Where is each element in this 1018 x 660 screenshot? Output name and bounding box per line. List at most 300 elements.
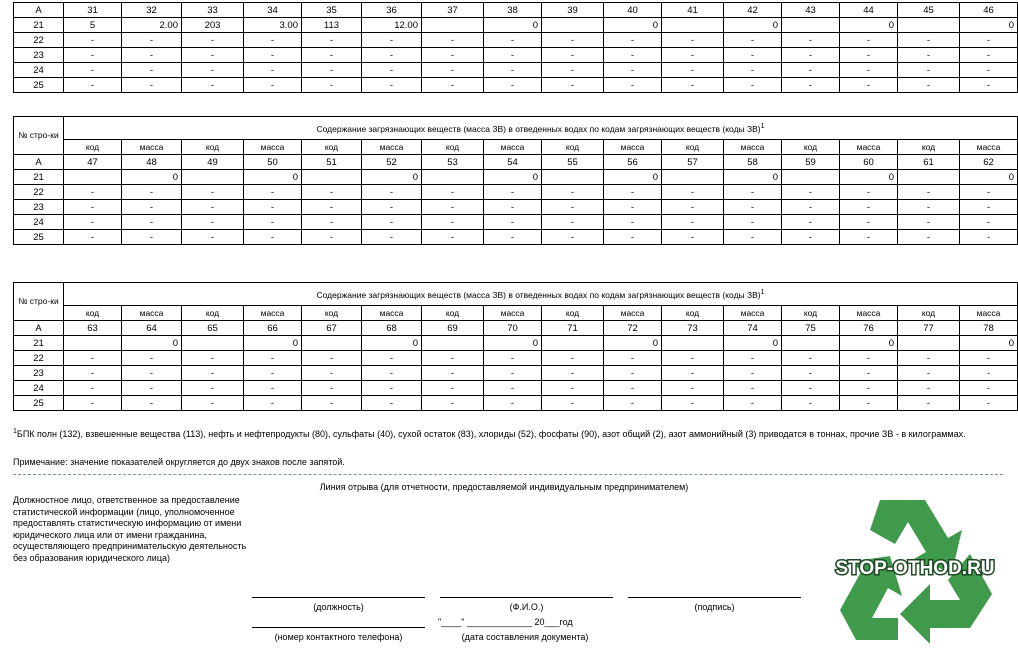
table-cell: -: [898, 215, 960, 230]
column-number: 62: [960, 155, 1018, 170]
table-cell: -: [898, 78, 960, 93]
table-cell: -: [960, 351, 1018, 366]
table-cell: 0: [484, 18, 542, 33]
code-column-header: код: [898, 306, 960, 321]
table-cell: 2.00: [122, 18, 182, 33]
table-cell: -: [122, 78, 182, 93]
table-cell: -: [182, 48, 244, 63]
table-row: [14, 230, 1018, 245]
column-number: 76: [840, 321, 898, 336]
table-cell: -: [422, 215, 484, 230]
table-cell: -: [422, 230, 484, 245]
table-cell: -: [302, 200, 362, 215]
mass-column-header: масса: [960, 306, 1018, 321]
mass-column-header: масса: [362, 306, 422, 321]
table-cell: -: [484, 230, 542, 245]
table-cell: -: [64, 48, 122, 63]
table-cell: -: [604, 381, 662, 396]
row-number: 22: [14, 351, 64, 366]
position-label: (должность): [313, 602, 364, 612]
column-number: 75: [782, 321, 840, 336]
row-number: 24: [14, 381, 64, 396]
date-field[interactable]: "____" _____________ 20___год: [438, 617, 573, 627]
table-cell: -: [840, 230, 898, 245]
table-cell: -: [724, 366, 782, 381]
table-row: [14, 336, 1018, 351]
table-cell: -: [302, 351, 362, 366]
table-row: [14, 366, 1018, 381]
table-cell: [782, 18, 840, 33]
table-cell: -: [840, 185, 898, 200]
table-row: [14, 170, 1018, 185]
table-cell: -: [724, 396, 782, 411]
table-cell: -: [840, 78, 898, 93]
table-row: [14, 63, 1018, 78]
table-cell: [302, 170, 362, 185]
table-cell: -: [362, 33, 422, 48]
table-cell: -: [64, 351, 122, 366]
footnote-mark: 1: [13, 428, 17, 435]
column-number: 67: [302, 321, 362, 336]
table-cell: [782, 336, 840, 351]
mass-column-header: масса: [724, 140, 782, 155]
table-cell: -: [840, 48, 898, 63]
table-cell: [182, 336, 244, 351]
table-cell: -: [960, 396, 1018, 411]
table-cell: -: [898, 63, 960, 78]
table-cell: -: [484, 33, 542, 48]
phone-line[interactable]: [252, 627, 425, 628]
table-cell: -: [782, 351, 840, 366]
date-label: (дата составления документа): [461, 632, 589, 642]
table-title: [64, 283, 1018, 306]
table-cell: -: [422, 63, 484, 78]
table-title: [64, 117, 1018, 140]
table-cell: -: [724, 63, 782, 78]
table-cell: -: [64, 33, 122, 48]
table-cell: -: [302, 63, 362, 78]
column-number: 58: [724, 155, 782, 170]
table-cell: 0: [362, 336, 422, 351]
table-cell: -: [960, 185, 1018, 200]
row-number: 24: [14, 215, 64, 230]
table-cell: [898, 18, 960, 33]
table-row: [14, 200, 1018, 215]
column-number: 42: [724, 3, 782, 18]
table-cell: -: [542, 33, 604, 48]
code-column-header: код: [898, 140, 960, 155]
table-cell: -: [542, 351, 604, 366]
table-cell: -: [422, 381, 484, 396]
table-cell: -: [362, 381, 422, 396]
footnote: [13, 425, 1003, 441]
table-cell: -: [484, 351, 542, 366]
table-row: [14, 396, 1018, 411]
table-cell: 0: [244, 336, 302, 351]
table-cell: -: [422, 396, 484, 411]
table-cell: -: [182, 185, 244, 200]
signature-label: (подпись): [694, 602, 735, 612]
table-cell: -: [960, 48, 1018, 63]
row-a-label: А: [14, 321, 64, 336]
pollutant-table-2: [13, 116, 1018, 245]
table-cell: -: [724, 230, 782, 245]
column-number: 44: [840, 3, 898, 18]
column-number: 54: [484, 155, 542, 170]
table-cell: -: [302, 48, 362, 63]
row-number: 22: [14, 185, 64, 200]
code-column-header: код: [64, 140, 122, 155]
column-number: 63: [64, 321, 122, 336]
table-cell: -: [484, 48, 542, 63]
table-cell: -: [782, 48, 840, 63]
table-cell: -: [422, 200, 484, 215]
table-cell: 0: [724, 336, 782, 351]
table-cell: -: [122, 351, 182, 366]
table-cell: -: [782, 230, 840, 245]
row-number: 23: [14, 200, 64, 215]
table-title-footnote-mark: 1: [760, 123, 765, 131]
table-cell: -: [302, 396, 362, 411]
table-cell: -: [898, 230, 960, 245]
column-number: 38: [484, 3, 542, 18]
table-cell: -: [898, 200, 960, 215]
table-cell: -: [898, 396, 960, 411]
code-column-header: код: [302, 306, 362, 321]
table-cell: -: [840, 381, 898, 396]
table-cell: -: [122, 63, 182, 78]
table-title-footnote-mark: 1: [760, 289, 765, 297]
table-cell: -: [362, 396, 422, 411]
table-cell: -: [542, 230, 604, 245]
table-cell: -: [542, 381, 604, 396]
mass-column-header: масса: [244, 306, 302, 321]
table-cell: [64, 336, 122, 351]
table-cell: -: [782, 185, 840, 200]
column-number: 47: [64, 155, 122, 170]
table-cell: -: [182, 396, 244, 411]
table-cell: -: [122, 215, 182, 230]
table-cell: -: [182, 215, 244, 230]
table-cell: -: [604, 215, 662, 230]
table-cell: -: [542, 396, 604, 411]
table-cell: [302, 336, 362, 351]
table-cell: -: [302, 33, 362, 48]
code-column-header: код: [542, 306, 604, 321]
table-cell: -: [542, 63, 604, 78]
table-row: [14, 18, 1018, 33]
table-cell: -: [182, 351, 244, 366]
row-a-label: А: [14, 3, 64, 18]
table-cell: -: [960, 366, 1018, 381]
column-number: 68: [362, 321, 422, 336]
table-cell: -: [604, 63, 662, 78]
column-number: 70: [484, 321, 542, 336]
column-number: 49: [182, 155, 244, 170]
table-cell: -: [662, 200, 724, 215]
table-cell: 0: [724, 18, 782, 33]
table-cell: -: [122, 396, 182, 411]
mass-column-header: масса: [604, 306, 662, 321]
table-cell: -: [542, 366, 604, 381]
row-number: 25: [14, 396, 64, 411]
rounding-note: Примечание: значение показателей округляется до двух знаков после запятой.: [13, 457, 345, 467]
table-cell: -: [542, 48, 604, 63]
table-cell: -: [362, 366, 422, 381]
table-cell: -: [244, 185, 302, 200]
column-number: 72: [604, 321, 662, 336]
column-number: 40: [604, 3, 662, 18]
table-cell: -: [960, 381, 1018, 396]
table-cell: -: [604, 48, 662, 63]
column-number: 32: [122, 3, 182, 18]
table-cell: -: [662, 396, 724, 411]
table-cell: 3.00: [244, 18, 302, 33]
table-cell: [542, 18, 604, 33]
table-cell: -: [64, 215, 122, 230]
code-column-header: код: [182, 140, 244, 155]
column-number: 37: [422, 3, 484, 18]
table-cell: -: [484, 381, 542, 396]
column-number: 50: [244, 155, 302, 170]
table-cell: -: [724, 215, 782, 230]
table-cell: -: [662, 33, 724, 48]
table-cell: 0: [960, 18, 1018, 33]
column-number: 73: [662, 321, 724, 336]
table-cell: -: [898, 351, 960, 366]
table-cell: -: [782, 200, 840, 215]
table-cell: -: [782, 381, 840, 396]
table-cell: -: [182, 63, 244, 78]
table-cell: -: [122, 48, 182, 63]
table-cell: -: [782, 366, 840, 381]
table-cell: -: [122, 33, 182, 48]
table-cell: -: [244, 33, 302, 48]
table-cell: 0: [840, 18, 898, 33]
column-number: 61: [898, 155, 960, 170]
table-cell: -: [724, 48, 782, 63]
table-cell: -: [782, 63, 840, 78]
column-number: 64: [122, 321, 182, 336]
table-cell: -: [484, 215, 542, 230]
table-cell: -: [122, 185, 182, 200]
column-number: 52: [362, 155, 422, 170]
table-cell: -: [960, 200, 1018, 215]
table-cell: -: [244, 230, 302, 245]
table-cell: 113: [302, 18, 362, 33]
table-cell: [782, 170, 840, 185]
table-cell: -: [362, 351, 422, 366]
table-cell: -: [840, 33, 898, 48]
name-label: (Ф.И.О.): [509, 602, 544, 612]
table-cell: -: [662, 185, 724, 200]
column-number: 57: [662, 155, 724, 170]
table-cell: -: [64, 366, 122, 381]
table-cell: [542, 170, 604, 185]
table-cell: -: [244, 78, 302, 93]
row-number: 22: [14, 33, 64, 48]
table-cell: -: [64, 185, 122, 200]
table-cell: -: [724, 351, 782, 366]
mass-column-header: масса: [960, 140, 1018, 155]
table-cell: -: [362, 230, 422, 245]
table-cell: -: [302, 381, 362, 396]
table-cell: -: [302, 215, 362, 230]
table-cell: -: [542, 200, 604, 215]
table-cell: -: [362, 78, 422, 93]
table-cell: -: [64, 396, 122, 411]
column-number: 69: [422, 321, 484, 336]
row-number: 25: [14, 230, 64, 245]
mass-column-header: масса: [122, 140, 182, 155]
table-cell: -: [604, 351, 662, 366]
table-cell: -: [484, 200, 542, 215]
mass-column-header: масса: [244, 140, 302, 155]
table-cell: 0: [122, 336, 182, 351]
table-cell: -: [244, 200, 302, 215]
table-cell: 0: [724, 170, 782, 185]
table-cell: -: [782, 33, 840, 48]
table-cell: -: [782, 396, 840, 411]
table-cell: -: [724, 78, 782, 93]
code-column-header: код: [662, 140, 724, 155]
table-cell: -: [840, 200, 898, 215]
table-row: [14, 185, 1018, 200]
table-cell: [898, 336, 960, 351]
table-cell: -: [898, 185, 960, 200]
column-number: 66: [244, 321, 302, 336]
table-cell: -: [604, 33, 662, 48]
table-cell: [898, 170, 960, 185]
column-number: 78: [960, 321, 1018, 336]
table-cell: -: [960, 78, 1018, 93]
table-cell: -: [782, 215, 840, 230]
table-cell: [422, 170, 484, 185]
cut-line: [13, 474, 1003, 475]
table-cell: -: [840, 215, 898, 230]
table-cell: -: [662, 215, 724, 230]
table-cell: -: [122, 381, 182, 396]
table-cell: 5: [64, 18, 122, 33]
table-cell: 0: [244, 170, 302, 185]
table-cell: -: [302, 78, 362, 93]
column-number: 39: [542, 3, 604, 18]
table-cell: -: [662, 230, 724, 245]
table-cell: 0: [604, 336, 662, 351]
table-cell: -: [604, 200, 662, 215]
table-cell: 0: [604, 170, 662, 185]
column-number: 60: [840, 155, 898, 170]
code-column-header: код: [182, 306, 244, 321]
table-cell: -: [422, 351, 484, 366]
column-number: 71: [542, 321, 604, 336]
column-number: 56: [604, 155, 662, 170]
column-number: 51: [302, 155, 362, 170]
table-cell: -: [662, 78, 724, 93]
table-cell: -: [64, 200, 122, 215]
table-cell: -: [182, 33, 244, 48]
official-description: Должностное лицо, ответственное за предоставление статистической информации (лицо, уполномоченное предоставлять статистическую информацию от имени юридического лица или от имени гражданина, осуществляющего предпринимательскую деятельность без образования юридического лица): [13, 495, 247, 563]
table-cell: -: [182, 230, 244, 245]
code-column-header: код: [64, 306, 122, 321]
table-cell: -: [898, 48, 960, 63]
table-cell: -: [484, 396, 542, 411]
table-cell: -: [604, 230, 662, 245]
table-cell: -: [122, 200, 182, 215]
table-cell: -: [362, 215, 422, 230]
table-cell: 0: [362, 170, 422, 185]
signature-line[interactable]: [628, 597, 801, 598]
code-column-header: код: [422, 140, 484, 155]
table-cell: -: [64, 230, 122, 245]
phone-label: (номер контактного телефона): [274, 632, 403, 642]
table-cell: -: [244, 366, 302, 381]
position-line[interactable]: [252, 597, 425, 598]
mass-column-header: масса: [724, 306, 782, 321]
column-number: 45: [898, 3, 960, 18]
table-cell: -: [960, 63, 1018, 78]
table-cell: -: [244, 351, 302, 366]
name-line[interactable]: [440, 597, 613, 598]
table-cell: -: [182, 366, 244, 381]
table-cell: -: [422, 185, 484, 200]
column-number: 55: [542, 155, 604, 170]
table-cell: -: [122, 366, 182, 381]
table-row: [14, 48, 1018, 63]
table-cell: -: [960, 33, 1018, 48]
table-row: [14, 215, 1018, 230]
row-a-label: А: [14, 155, 64, 170]
column-number: 59: [782, 155, 840, 170]
table-cell: -: [542, 215, 604, 230]
column-number: 35: [302, 3, 362, 18]
table-cell: -: [182, 78, 244, 93]
table-cell: -: [244, 48, 302, 63]
table-cell: -: [662, 351, 724, 366]
table-cell: 203: [182, 18, 244, 33]
row-number-header: № стро-ки: [14, 117, 64, 155]
table-cell: -: [542, 185, 604, 200]
table-cell: -: [182, 381, 244, 396]
table-cell: -: [244, 396, 302, 411]
table-cell: -: [542, 78, 604, 93]
table-cell: -: [302, 185, 362, 200]
table-cell: -: [724, 381, 782, 396]
table-cell: -: [724, 200, 782, 215]
mass-column-header: масса: [122, 306, 182, 321]
table-cell: -: [840, 396, 898, 411]
code-column-header: код: [302, 140, 362, 155]
table-cell: -: [898, 33, 960, 48]
table-cell: [422, 18, 484, 33]
mass-column-header: масса: [604, 140, 662, 155]
column-number: 33: [182, 3, 244, 18]
table-cell: -: [960, 230, 1018, 245]
table-cell: -: [604, 396, 662, 411]
row-number: 21: [14, 18, 64, 33]
column-number: 34: [244, 3, 302, 18]
table-cell: -: [182, 200, 244, 215]
table-row: [14, 33, 1018, 48]
column-number: 53: [422, 155, 484, 170]
mass-column-header: масса: [484, 306, 542, 321]
table-cell: -: [484, 366, 542, 381]
mass-column-header: масса: [840, 140, 898, 155]
table-cell: [662, 18, 724, 33]
table-cell: 0: [484, 170, 542, 185]
table-cell: [422, 336, 484, 351]
table-cell: -: [244, 63, 302, 78]
